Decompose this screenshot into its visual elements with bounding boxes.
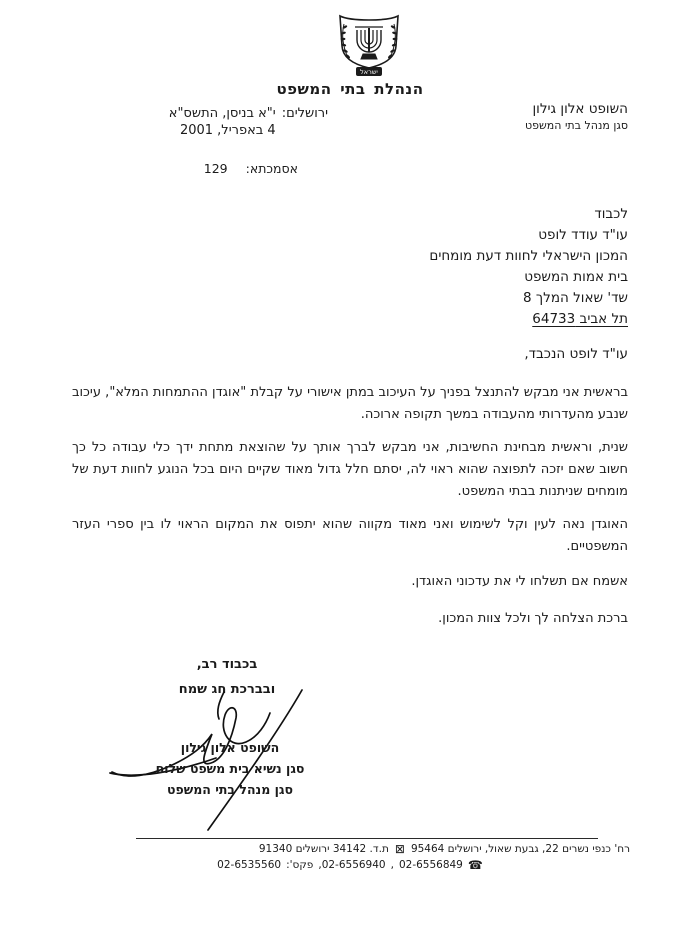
recipient-org: המכון הישראלי לחוות דעת מומחים	[429, 248, 628, 264]
footer-phone-line-wrap	[0, 859, 700, 871]
recipient-name: עו"ד עודד לופט	[538, 227, 628, 243]
dateline-city-label: ירושלים:	[281, 106, 328, 121]
footer-po-box: ת.ד. 34142 ירושלים 91340	[258, 843, 389, 855]
signature-block	[146, 737, 314, 800]
envelope-icon: ⊠	[394, 842, 405, 856]
dateline	[169, 106, 328, 138]
signatory-title-1: סגן נשיא בית משפט שלום	[155, 761, 305, 776]
body-paragraph-3: האוגדן נאה לעין וקל לשימוש ואני מאוד מקווה שהוא יתפוס את המקום הראוי לו בין ספרי העזר המשפטיים.	[72, 517, 628, 554]
footer-fax-label: פקס':	[286, 859, 314, 871]
footer-phone-line	[217, 859, 483, 871]
recipient-to: לכבוד	[594, 206, 628, 222]
recipient-block	[429, 204, 628, 330]
footer-phone-2: 02-6556940,	[318, 859, 386, 871]
recipient-street: שד' שאול המלך 8	[523, 290, 628, 306]
footer-address-line	[259, 843, 630, 855]
footer-phone-1: 02-6556849	[398, 859, 463, 871]
sender-title: סגן מנהל בתי המשפט	[525, 119, 628, 132]
salutation: עו"ד לופט הנכבד,	[524, 346, 628, 362]
body-paragraph-5: ברכת הצלחה לך ולכל צוות המכון.	[438, 611, 628, 626]
footer-phone-separator: ,	[390, 859, 394, 871]
israel-state-emblem-icon	[330, 10, 408, 78]
signatory-name: השופט אלון גילון	[180, 740, 280, 755]
signatory-title-2: סגן מנהל בתי המשפט	[167, 782, 293, 797]
sender-name: השופט אלון גילון	[532, 101, 628, 117]
closing-line-2: ובברכת חג שמח	[178, 682, 276, 697]
recipient-building: בית אמות המשפט	[524, 269, 628, 285]
footer-divider	[136, 838, 598, 839]
gregorian-date: 4 באפריל, 2001	[179, 123, 276, 138]
body-paragraph-4: אשמח אם תשלחו לי את עדכוני האוגדן.	[411, 574, 628, 589]
reference-line	[204, 161, 298, 176]
telephone-icon: ☎	[467, 858, 483, 872]
closing-line-1: בכבוד רב,	[196, 657, 258, 672]
reference-number: 129	[203, 161, 228, 176]
sender-block	[525, 101, 628, 132]
footer-street-address: רח' כנפי נשרים 22, גבעת שאול, ירושלים 95464	[410, 843, 630, 855]
body-paragraph-1: בראשית אני מבקש להתנצל בפניך על העיכוב במתן אישורי על קבלת "אוגדן ההתמחות המלא", עיכוב שנבע מהעדרותי מהעבודה במשך תקופה ארוכה.	[72, 385, 628, 422]
org-title: הנהלת בתי המשפט	[276, 80, 424, 98]
emblem-caption: ישראל	[360, 68, 378, 76]
reference-label: אסמכתא:	[245, 161, 298, 176]
recipient-city: תל אביב 64733	[532, 311, 628, 327]
hebrew-date: י"א בניסן, התשס"א	[168, 106, 276, 121]
body-paragraph-2: שנית, וראשית מבחינת החשיבות, אני מבקש לברך אותך על שהוצאת מתחת ידך כלי עבודה כל כך חשוב שאם יזכה לתפוצה שהוא ראוי לה, יסתם חלל גדול מאוד שקיים היום בכל הנוגע לחוות דעת של מומחים שניתנות בבתי המשפט.	[72, 440, 628, 499]
footer-fax-number: 02-6535560	[217, 859, 282, 871]
